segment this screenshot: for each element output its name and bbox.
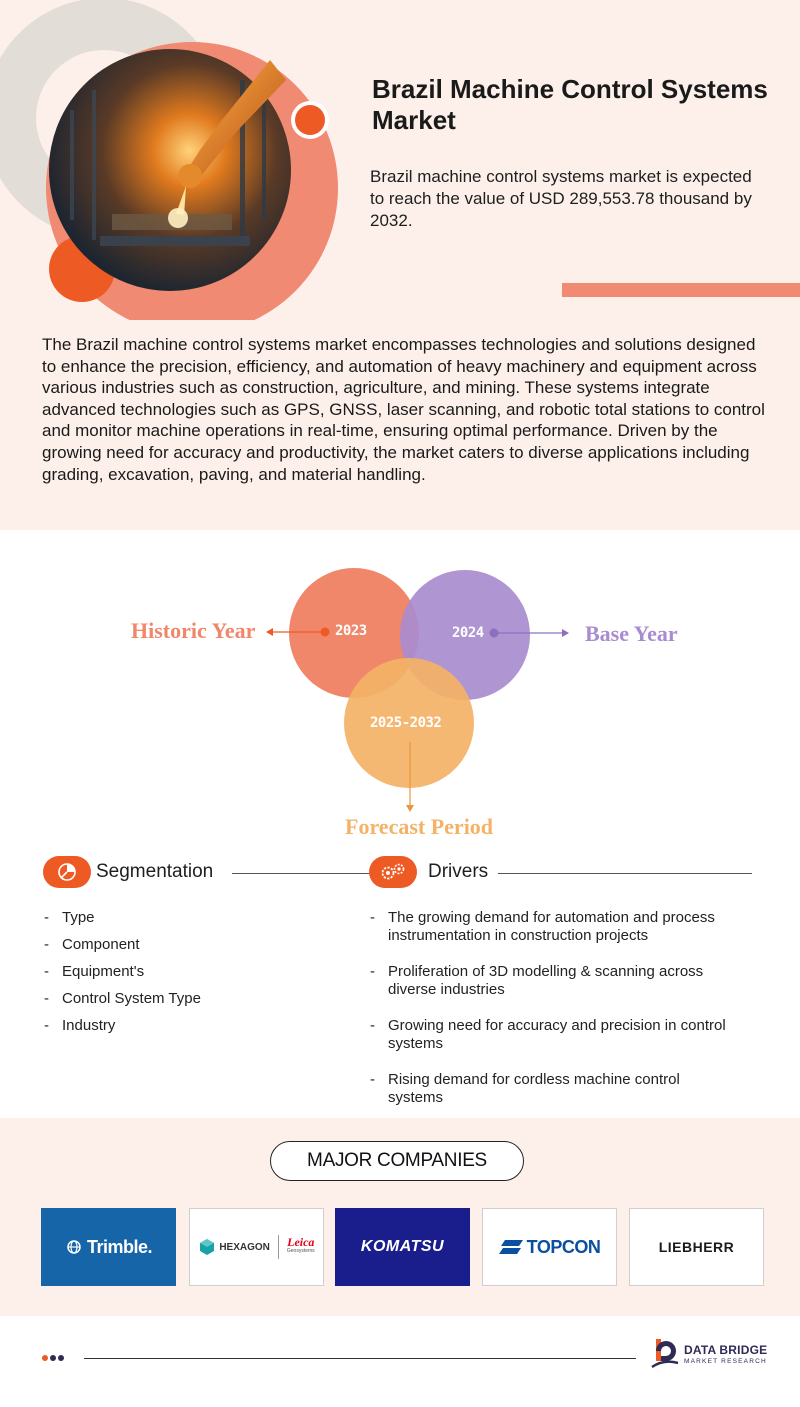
- forecast-period-label: Forecast Period: [345, 814, 494, 839]
- logo-divider: [278, 1235, 279, 1259]
- drivers-title: Drivers: [428, 861, 489, 882]
- market-value-summary: Brazil machine control systems market is expected to reach the value of USD 289,553.78 thousand by 2032.: [370, 167, 752, 230]
- footer-dot: [42, 1355, 48, 1361]
- topcon-logo: [482, 1208, 617, 1286]
- segmentation-divider: [232, 873, 370, 874]
- major-companies-heading: MAJOR COMPANIES: [270, 1141, 524, 1181]
- hexagon-mark-icon: [198, 1238, 216, 1256]
- drivers-badge: [369, 856, 417, 888]
- trimble-logo: [41, 1208, 176, 1286]
- accent-bar: [562, 283, 800, 297]
- data-bridge-logo: [650, 1337, 770, 1377]
- base-year-label: Base Year: [585, 621, 678, 646]
- robot-arm-photo: [49, 49, 291, 291]
- data-bridge-mark-icon: [650, 1337, 682, 1371]
- komatsu-logo: [335, 1208, 470, 1286]
- liebherr-wordmark: LIEBHERR: [658, 1239, 735, 1255]
- segmentation-title: Segmentation: [96, 861, 214, 882]
- trimble-wordmark: Trimble.: [86, 1236, 153, 1257]
- brand-name: DATA BRIDGE: [684, 1343, 768, 1357]
- forecast-period-value: 2025-2032: [370, 715, 442, 731]
- liebherr-logo: [629, 1208, 764, 1286]
- orange-dot-small-decoration: [295, 105, 325, 135]
- footer-divider: [84, 1358, 636, 1359]
- hero-decoration: [0, 0, 360, 320]
- footer-dot: [58, 1355, 64, 1361]
- topcon-wordmark: TOPCON: [526, 1236, 601, 1257]
- brand-tagline: MARKET RESEARCH: [684, 1358, 767, 1365]
- hexagon-wordmark: HEXAGON: [219, 1241, 270, 1253]
- page-title: Brazil Machine Control Systems Market: [372, 74, 768, 135]
- market-description: The Brazil machine control systems market encompasses technologies and solutions designed to enhance the precision, efficiency, and automation of heavy machinery and equipment across various industries such as construction, agriculture, and mining. These systems integrate advanced technologies such as GPS, GNSS, laser scanning, and robotic total stations to control and monitor machine operations in real-time, ensuring optimal performance. Driven by the growing need for accuracy and productivity, the market caters to diverse applications including grading, excavation, paving, and material handling.: [42, 335, 765, 484]
- historic-year-label: Historic Year: [131, 618, 256, 643]
- trimble-globe-icon: [65, 1237, 87, 1257]
- segmentation-badge: [43, 856, 91, 888]
- topcon-mark-icon: [499, 1239, 525, 1255]
- timeline-connectors: [0, 560, 800, 820]
- hero-section: [0, 0, 800, 530]
- gears-icon: [369, 856, 417, 888]
- historic-year-value: 2023: [335, 623, 367, 639]
- base-year-value: 2024: [452, 625, 484, 641]
- hexagon-leica-logo: [189, 1208, 324, 1286]
- leica-mark: Leica Geosystems: [286, 1235, 315, 1254]
- drivers-divider: [498, 873, 752, 874]
- footer-dot: [50, 1355, 56, 1361]
- komatsu-wordmark: KOMATSU: [360, 1238, 445, 1255]
- pie-chart-icon: [43, 856, 91, 888]
